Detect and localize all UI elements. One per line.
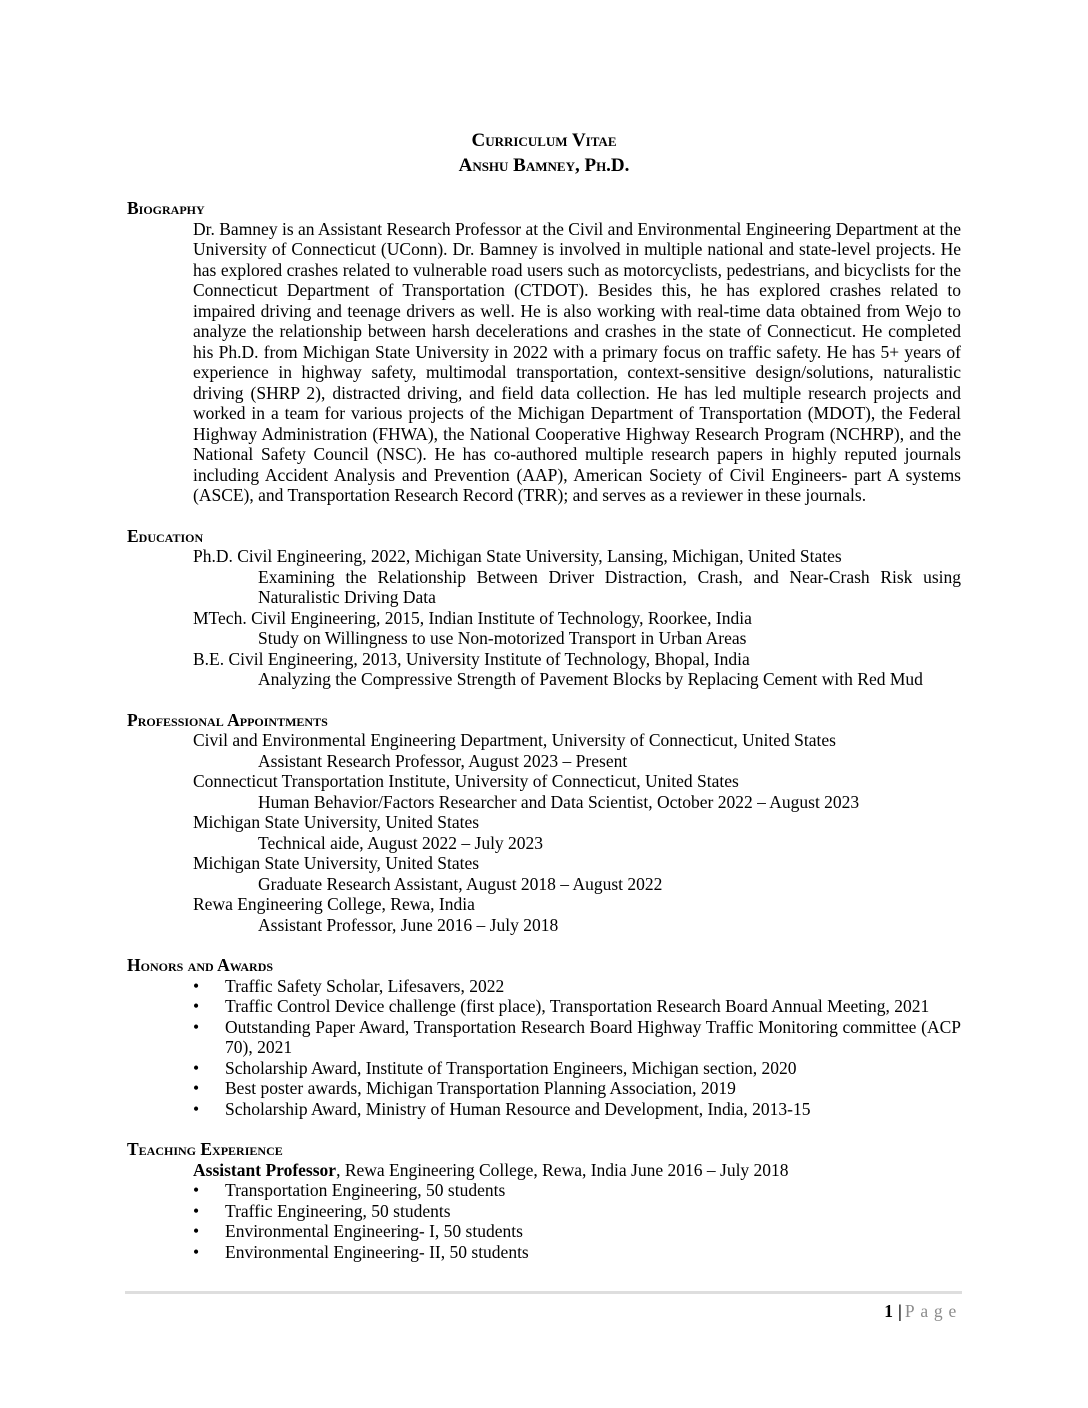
education-thesis: Examining the Relationship Between Driver Distraction, Crash, and Near-Crash Risk using Naturalistic Driving Data bbox=[258, 566, 961, 607]
bullet-icon: • bbox=[193, 1200, 200, 1221]
course-item-text: Traffic Engineering, 50 students bbox=[225, 1200, 451, 1221]
page-number: 1 bbox=[884, 1301, 894, 1321]
section-heading-teaching: Teaching Experience bbox=[127, 1139, 283, 1159]
honor-item-text: Best poster awards, Michigan Transportation Planning Association, 2019 bbox=[225, 1078, 736, 1098]
list-item bbox=[193, 1180, 961, 1201]
section-heading-appointments: Professional Appointments bbox=[127, 709, 328, 730]
document-body bbox=[127, 128, 961, 1262]
page-footer bbox=[125, 1291, 962, 1321]
teaching-position-detail: , Rewa Engineering College, Rewa, India June 2016 – July 2018 bbox=[336, 1159, 789, 1180]
list-item bbox=[193, 976, 961, 997]
footer-separator: | bbox=[898, 1301, 902, 1321]
appointment-org: Michigan State University, United States bbox=[193, 853, 480, 873]
list-item bbox=[193, 1242, 961, 1263]
appointment-role: Assistant Professor, June 2016 – July 2018 bbox=[258, 914, 559, 935]
appointment-org: Michigan State University, United States bbox=[193, 812, 480, 832]
document-subtitle: Anshu Bamney, Ph.D. bbox=[458, 155, 630, 176]
course-item-text: Transportation Engineering, 50 students bbox=[225, 1180, 506, 1200]
course-item-text: Environmental Engineering- I, 50 students bbox=[225, 1221, 523, 1241]
education-thesis: Analyzing the Compressive Strength of Pavement Blocks by Replacing Cement with Red Mud bbox=[258, 669, 923, 689]
bullet-icon: • bbox=[193, 1180, 200, 1200]
list-item bbox=[193, 1099, 961, 1120]
bullet-icon: • bbox=[193, 1078, 200, 1098]
appointment-role: Graduate Research Assistant, August 2018 – August 2022 bbox=[258, 873, 663, 894]
section-heading-education: Education bbox=[127, 525, 204, 546]
honor-item-text: Scholarship Award, Ministry of Human Resource and Development, India, 2013-15 bbox=[225, 1098, 811, 1119]
education-degree: Ph.D. Civil Engineering, 2022, Michigan State University, Lansing, Michigan, United States bbox=[193, 546, 842, 566]
bullet-icon: • bbox=[193, 1241, 200, 1262]
honors-list bbox=[127, 976, 961, 1120]
honor-item-text: Traffic Control Device challenge (first place), Transportation Research Board Annual Meeting, 2021 bbox=[225, 996, 930, 1016]
honor-item-text: Outstanding Paper Award, Transportation Research Board Highway Traffic Monitoring committee (ACP 70), 2021 bbox=[225, 1016, 961, 1057]
education-list bbox=[127, 546, 961, 690]
bullet-icon: • bbox=[193, 996, 200, 1016]
appointment-org: Connecticut Transportation Institute, University of Connecticut, United States bbox=[193, 771, 739, 791]
appointment-org: Civil and Environmental Engineering Department, University of Connecticut, United States bbox=[193, 730, 836, 750]
list-item bbox=[193, 1221, 961, 1242]
course-item-text: Environmental Engineering- II, 50 students bbox=[225, 1241, 529, 1262]
honor-item-text: Traffic Safety Scholar, Lifesavers, 2022 bbox=[225, 975, 505, 996]
list-item bbox=[193, 1078, 961, 1099]
appointment-role: Assistant Research Professor, August 2023 – Present bbox=[258, 750, 628, 771]
honor-item-text: Scholarship Award, Institute of Transportation Engineers, Michigan section, 2020 bbox=[225, 1057, 797, 1078]
appointment-role: Human Behavior/Factors Researcher and Data Scientist, October 2022 – August 2023 bbox=[258, 791, 860, 812]
education-degree: MTech. Civil Engineering, 2015, Indian Institute of Technology, Roorkee, India bbox=[193, 607, 752, 628]
appointments-list bbox=[127, 730, 961, 935]
appointment-role: Technical aide, August 2022 – July 2023 bbox=[258, 832, 544, 853]
footer-page-label: Page bbox=[904, 1301, 962, 1321]
bullet-icon: • bbox=[193, 1221, 200, 1241]
biography-paragraph: Dr. Bamney is an Assistant Research Professor at the Civil and Environmental Engineering Department at the University of Connecticut (UConn). Dr. Bamney is involved in multiple national and state-level projects. He has explored crashes related to vulnerable road users such as motorcyclists, pedestrians, and bicyclists for the Connecticut Department of Transportation (CTDOT). Besides this, he has explored crashes related to impaired driving and teenage drivers as well. He is also working with real-time data obtained from Wejo to analyze the relationship between harsh decelerations and crashes in the state of Connecticut. He completed his Ph.D. from Michigan State University in 2022 with a primary focus on traffic safety. He has 5+ years of experience in highway safety, multimodal transportation, context-sensitive design/solutions, naturalistic driving (SHRP 2), distracted driving, and field data collection. He has led multiple research projects and worked in a team for various projects of the Michigan Department of Transportation (MDOT), the Federal Highway Administration (FHWA), the National Cooperative Highway Research Program (NCHRP), and the National Safety Council (NSC). He has co-authored multiple research papers in highly reputed journals including Accident Analysis and Prevention (AAP), American Society of Civil Engineers- part A systems (ASCE), and Transportation Research Record (TRR); and serves as a reviewer in these journals. bbox=[193, 218, 961, 505]
appointment-org: Rewa Engineering College, Rewa, India bbox=[193, 894, 475, 914]
education-thesis: Study on Willingness to use Non-motorized Transport in Urban Areas bbox=[258, 628, 747, 648]
bullet-icon: • bbox=[193, 1098, 200, 1119]
education-degree: B.E. Civil Engineering, 2013, University Institute of Technology, Bhopal, India bbox=[193, 648, 750, 669]
bullet-icon: • bbox=[193, 1016, 200, 1037]
list-item bbox=[193, 1017, 961, 1058]
document-title: Curriculum Vitae bbox=[471, 130, 617, 151]
teaching-position-title: Assistant Professor bbox=[193, 1159, 337, 1180]
bullet-icon: • bbox=[193, 1057, 200, 1078]
list-item bbox=[193, 1058, 961, 1079]
teaching-block bbox=[127, 1160, 961, 1263]
list-item bbox=[193, 1201, 961, 1222]
bullet-icon: • bbox=[193, 975, 200, 996]
section-heading-biography: Biography bbox=[127, 198, 205, 218]
teaching-position-line bbox=[193, 1160, 961, 1181]
list-item bbox=[193, 996, 961, 1017]
section-heading-honors: Honors and Awards bbox=[127, 955, 274, 975]
